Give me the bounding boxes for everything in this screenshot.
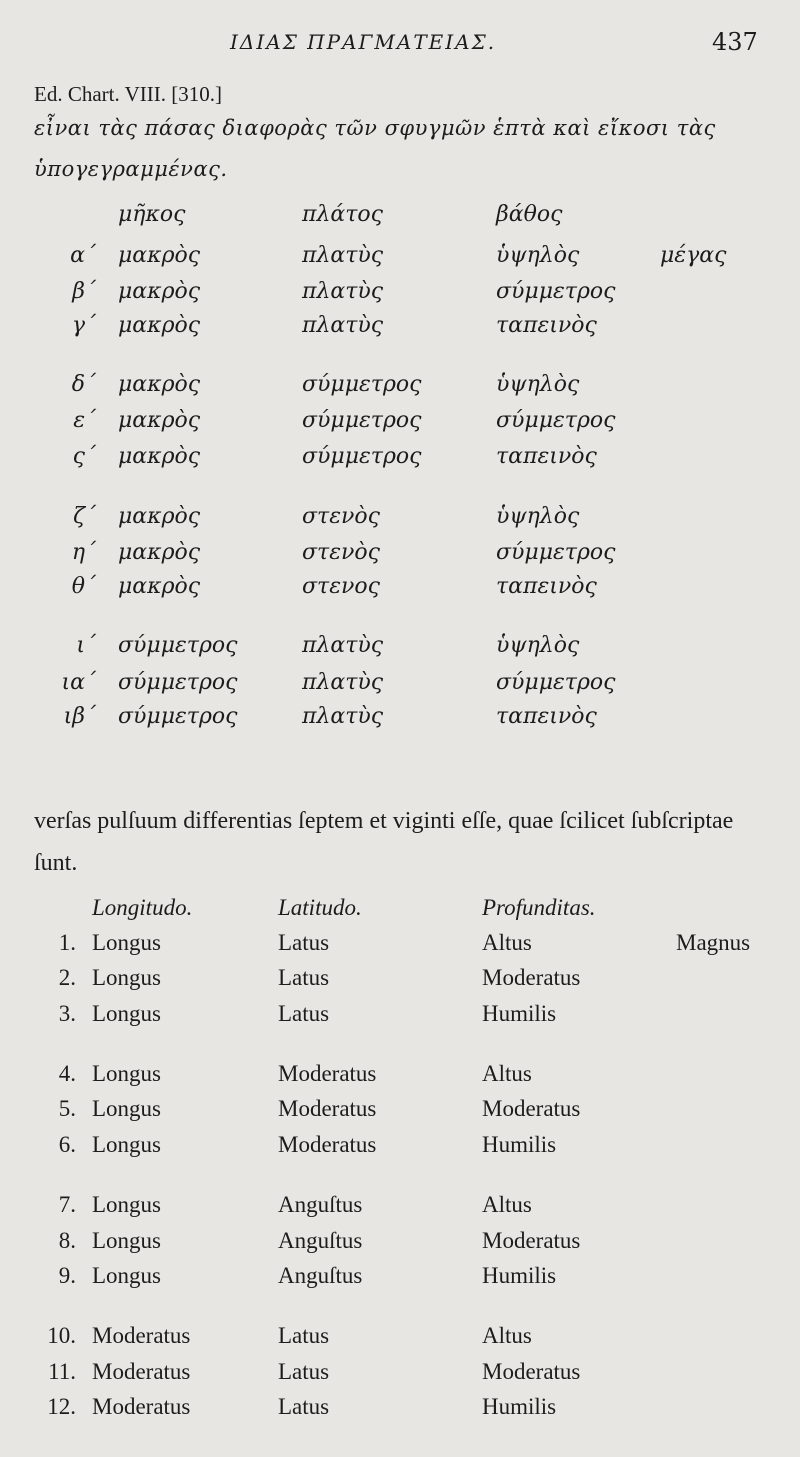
cell-length: μακρὸς <box>118 574 201 599</box>
cell-length: Longus <box>92 1228 161 1253</box>
cell-length: Moderatus <box>92 1359 191 1384</box>
cell-width: Latus <box>278 930 330 955</box>
cell-depth: ταπεινὸς <box>496 313 597 338</box>
row-number: ε´ <box>73 408 96 433</box>
row-number: ζ´ <box>73 504 96 529</box>
cell-width: Anguſtus <box>278 1192 363 1217</box>
cell-length: μακρὸς <box>118 372 201 397</box>
cell-width: Latus <box>278 1323 330 1348</box>
cell-depth: Humilis <box>482 1263 557 1288</box>
cell-length: μακρὸς <box>118 279 201 304</box>
cell-width: πλατὺς <box>302 704 384 729</box>
cell-width: Moderatus <box>278 1096 377 1121</box>
cell-depth: ταπεινὸς <box>496 574 597 599</box>
cell-depth: ὑψηλὸς <box>496 243 580 268</box>
cell-extra: Magnus <box>676 930 751 955</box>
edition-reference: Ed. Chart. VIII. [310.] <box>34 82 222 106</box>
row-number: 2. <box>58 965 76 990</box>
cell-width: Latus <box>278 1359 330 1384</box>
cell-length: Longus <box>92 1096 161 1121</box>
cell-width: σύμμετρος <box>302 444 422 469</box>
column-header: μῆκος <box>118 202 186 227</box>
cell-width: στενὸς <box>302 540 380 565</box>
cell-length: σύμμετρος <box>118 670 238 695</box>
cell-width: Moderatus <box>278 1132 377 1157</box>
cell-length: Longus <box>92 965 161 990</box>
cell-length: μακρὸς <box>118 313 201 338</box>
row-number: 11. <box>48 1359 76 1384</box>
cell-width: στενὸς <box>302 504 380 529</box>
page-number: 437 <box>712 28 758 56</box>
cell-length: μακρὸς <box>118 504 201 529</box>
row-number: 10. <box>47 1323 76 1348</box>
cell-width: πλατὺς <box>302 279 384 304</box>
column-header: Latitudo. <box>278 895 362 920</box>
cell-depth: σύμμετρος <box>496 670 616 695</box>
cell-depth: Humilis <box>482 1001 557 1026</box>
row-number: δ´ <box>71 372 96 397</box>
cell-length: Longus <box>92 1132 161 1157</box>
row-number: ς´ <box>72 444 96 469</box>
cell-depth: ὑψηλὸς <box>496 504 580 529</box>
cell-depth: Humilis <box>482 1132 557 1157</box>
row-number: γ´ <box>71 313 96 338</box>
cell-length: σύμμετρος <box>118 633 238 658</box>
row-number: 8. <box>58 1228 76 1253</box>
column-header: βάθος <box>496 202 563 227</box>
cell-width: πλατὺς <box>302 243 384 268</box>
cell-width: σύμμετρος <box>302 372 422 397</box>
row-number: η´ <box>71 540 96 565</box>
greek-intro-text: εἶναι τὰς πάσας διαφορὰς τῶν σφυγμῶν ἑπτὰ καὶ εἴκοσι τὰς ὑπογεγραμμένας. <box>34 116 716 181</box>
row-number: β´ <box>72 279 96 304</box>
cell-length: Moderatus <box>92 1394 191 1419</box>
row-number: 12. <box>47 1394 76 1419</box>
row-number: 4. <box>58 1061 76 1086</box>
row-number: θ´ <box>71 574 96 599</box>
cell-width: Latus <box>278 965 330 990</box>
cell-depth: Moderatus <box>482 965 581 990</box>
cell-depth: ὑψηλὸς <box>496 633 580 658</box>
cell-extra: μέγας <box>660 243 727 268</box>
row-number: ια´ <box>61 670 96 695</box>
cell-depth: Humilis <box>482 1394 557 1419</box>
row-number: 1. <box>58 930 76 955</box>
cell-length: μακρὸς <box>118 444 201 469</box>
column-header: Longitudo. <box>92 895 193 920</box>
cell-depth: σύμμετρος <box>496 279 616 304</box>
cell-depth: σύμμετρος <box>496 540 616 565</box>
latin-intro-text: verſas pulſuum differentias ſeptem et viginti eſſe, quae ſcilicet ſubſcriptae ſunt. <box>34 808 734 876</box>
running-header-title: ΙΔΙΑΣ ΠΡΑΓΜΑΤΕΙΑΣ. <box>230 30 497 54</box>
cell-depth: Moderatus <box>482 1096 581 1121</box>
cell-depth: Altus <box>482 1323 532 1348</box>
cell-length: Longus <box>92 1001 161 1026</box>
cell-length: μακρὸς <box>118 408 201 433</box>
row-number: ι´ <box>76 633 96 658</box>
cell-depth: ταπεινὸς <box>496 444 597 469</box>
row-number: 9. <box>58 1263 76 1288</box>
cell-width: Latus <box>278 1001 330 1026</box>
cell-width: σύμμετρος <box>302 408 422 433</box>
row-number: 5. <box>58 1096 76 1121</box>
cell-length: Moderatus <box>92 1323 191 1348</box>
row-number: α´ <box>70 243 96 268</box>
cell-length: Longus <box>92 930 161 955</box>
row-number: 6. <box>58 1132 76 1157</box>
cell-length: μακρὸς <box>118 540 201 565</box>
cell-depth: Altus <box>482 930 532 955</box>
cell-depth: Altus <box>482 1192 532 1217</box>
cell-depth: ὑψηλὸς <box>496 372 580 397</box>
cell-depth: Moderatus <box>482 1359 581 1384</box>
row-number: 3. <box>58 1001 76 1026</box>
cell-depth: Moderatus <box>482 1228 581 1253</box>
cell-width: πλατὺς <box>302 633 384 658</box>
cell-width: Latus <box>278 1394 330 1419</box>
cell-depth: Altus <box>482 1061 532 1086</box>
cell-width: Anguſtus <box>278 1263 363 1288</box>
cell-length: σύμμετρος <box>118 704 238 729</box>
cell-width: πλατὺς <box>302 670 384 695</box>
cell-length: Longus <box>92 1192 161 1217</box>
cell-length: Longus <box>92 1263 161 1288</box>
cell-length: Longus <box>92 1061 161 1086</box>
cell-depth: σύμμετρος <box>496 408 616 433</box>
cell-depth: ταπεινὸς <box>496 704 597 729</box>
cell-length: μακρὸς <box>118 243 201 268</box>
cell-width: στενος <box>302 574 380 599</box>
row-number: 7. <box>58 1192 76 1217</box>
row-number: ιβ´ <box>63 704 96 729</box>
cell-width: πλατὺς <box>302 313 384 338</box>
column-header: Profunditas. <box>482 895 596 920</box>
cell-width: Anguſtus <box>278 1228 363 1253</box>
cell-width: Moderatus <box>278 1061 377 1086</box>
column-header: πλάτος <box>302 202 383 227</box>
